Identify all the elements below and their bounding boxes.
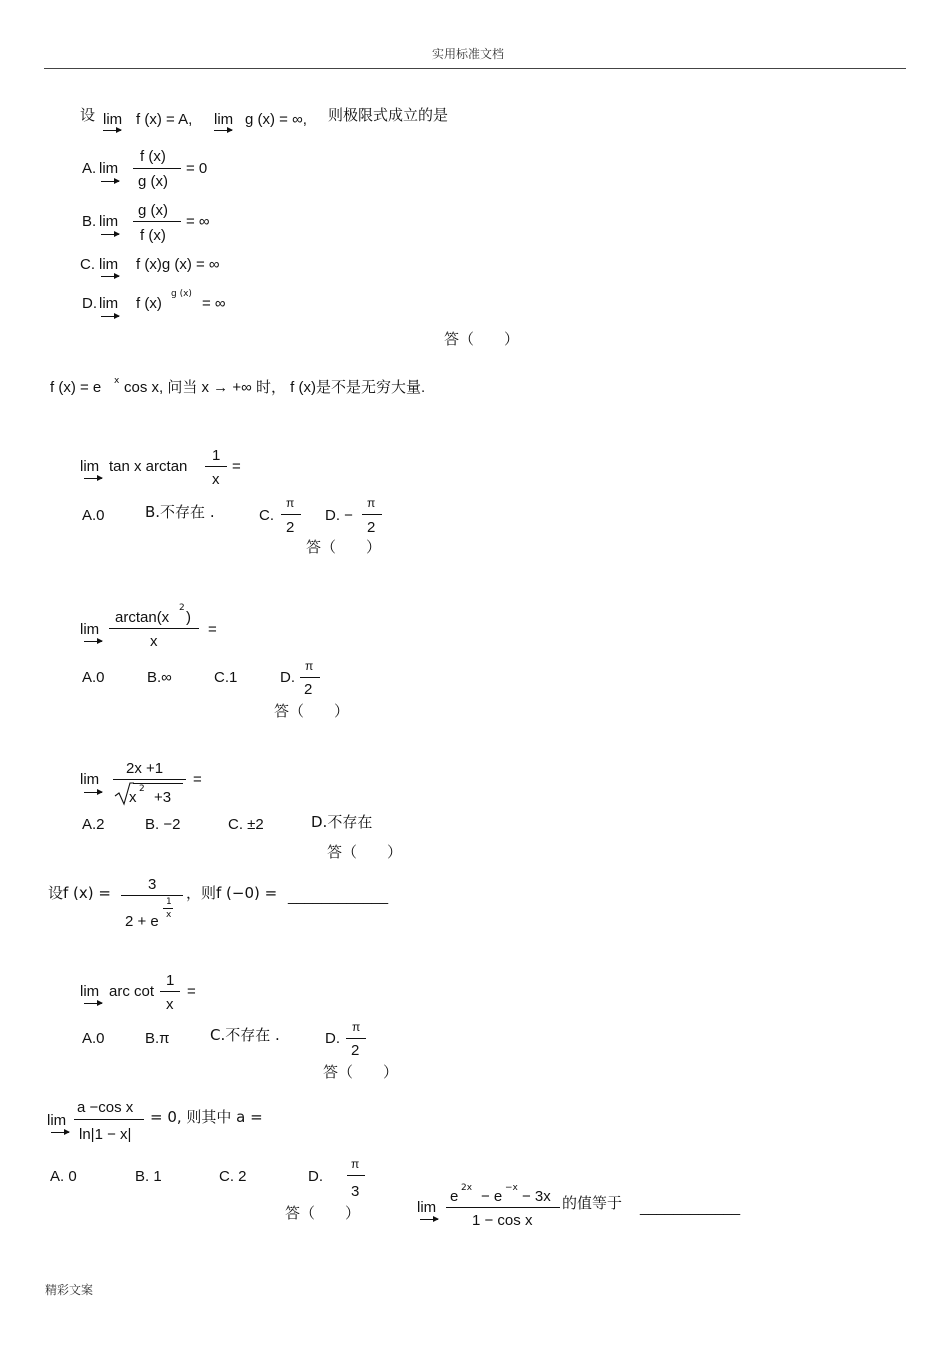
- q7-answer: 答（ ）: [323, 1063, 399, 1081]
- q5-opt-c: C. ±2: [228, 816, 264, 833]
- q5-bar: [113, 779, 186, 780]
- q4-opt-c: C.1: [214, 669, 238, 686]
- q1-part-a: f (x) = A,: [136, 111, 193, 128]
- q3-opt-d-den: 2: [367, 519, 376, 536]
- q3-opt-c-num: π: [286, 496, 295, 510]
- q1-opt-b-arrow: [101, 234, 119, 235]
- q1-opt-a-arrow: [101, 181, 119, 182]
- q7-opt-d-num: π: [352, 1020, 361, 1034]
- q1-answer: 答（ ）: [444, 330, 520, 348]
- q2-mid: cos x, 问当 x → +∞ 时， f (x)是不是无穷大量.: [124, 379, 426, 396]
- q3-lim: lim: [80, 458, 100, 475]
- q3-opt-b: B.不存在 .: [145, 503, 215, 521]
- q7-opt-c: C.不存在 .: [210, 1026, 280, 1044]
- q9-den: 1 − cos x: [472, 1212, 533, 1229]
- q1-opt-d-label: D.: [82, 295, 97, 312]
- q6-exp-den: x: [166, 910, 172, 920]
- q7-den: x: [166, 996, 174, 1013]
- q8-suffix: = 0, 则其中 a =: [150, 1108, 263, 1126]
- q4-opt-d-bar: [300, 677, 320, 678]
- q8-bar: [74, 1119, 144, 1120]
- q1-lim-b: lim: [214, 111, 234, 128]
- q3-opt-c: C.: [259, 507, 274, 524]
- q6-exp-bar: [163, 908, 173, 909]
- q9-bar: [446, 1207, 560, 1208]
- q1-opt-b-num: g (x): [138, 202, 168, 219]
- q3-eq: =: [232, 458, 241, 475]
- q4-num-sup: 2: [179, 603, 185, 613]
- q5-eq: =: [193, 771, 202, 788]
- q4-bar: [109, 628, 199, 629]
- q8-opt-d-bar: [347, 1175, 365, 1176]
- q9-num-sup1: 2x: [461, 1183, 473, 1193]
- q3-bar: [205, 466, 227, 467]
- q3-opt-a: A.0: [82, 507, 105, 524]
- q7-opt-d-bar: [346, 1038, 366, 1039]
- q2-lhs: f (x) = e: [50, 379, 102, 396]
- q5-den-tail: +3: [154, 789, 172, 806]
- q1-part-b: g (x) = ∞,: [245, 111, 307, 128]
- q3-num: 1: [212, 447, 221, 464]
- q8-opt-b: B. 1: [135, 1168, 162, 1185]
- q4-opt-d-num: π: [305, 659, 314, 673]
- q1-opt-a-num: f (x): [140, 148, 166, 165]
- q4-arrow: [84, 641, 102, 642]
- q4-lim: lim: [80, 621, 100, 638]
- q9-lim: lim: [417, 1199, 437, 1216]
- q8-opt-d-den: 3: [351, 1183, 360, 1200]
- q1-opt-d-eq: = ∞: [202, 295, 226, 312]
- q4-num-close: ): [186, 609, 191, 626]
- header-rule: [44, 68, 906, 69]
- q4-opt-a: A.0: [82, 669, 105, 686]
- q1-opt-c-expr: f (x)g (x) = ∞: [136, 256, 220, 273]
- q6-bar: [121, 895, 183, 896]
- q3-opt-c-bar: [281, 514, 301, 515]
- q1-opt-d-arrow: [101, 316, 119, 317]
- q3-opt-d: D. −: [325, 507, 353, 524]
- q1-opt-c-lim: lim: [99, 256, 119, 273]
- q1-opt-d-base: f (x): [136, 295, 162, 312]
- q9-num-sup2: −x: [505, 1183, 518, 1193]
- q1-opt-b-eq: = ∞: [186, 213, 210, 230]
- q6-exp-num: 1: [166, 897, 172, 907]
- q5-num: 2x +1: [126, 760, 164, 777]
- q9-blank: ____________: [640, 1199, 741, 1216]
- q8-arrow: [51, 1132, 69, 1133]
- q9-suffix: 的值等于: [562, 1194, 623, 1212]
- q5-den-sup: 2: [139, 784, 145, 794]
- q4-opt-d: D.: [280, 669, 295, 686]
- q7-eq: =: [187, 983, 196, 1000]
- q9-num-mid: − e: [481, 1188, 503, 1205]
- q1-arrow-a: [103, 130, 121, 131]
- q7-bar: [160, 991, 180, 992]
- q4-answer: 答（ ）: [274, 702, 350, 720]
- q1-opt-b-lim: lim: [99, 213, 119, 230]
- q1-opt-b-den: f (x): [140, 227, 166, 244]
- q1-opt-d-sup: g (x): [171, 289, 192, 299]
- q8-den: ln|1 − x|: [79, 1126, 132, 1143]
- q4-opt-d-den: 2: [304, 681, 313, 698]
- q8-opt-d: D.: [308, 1168, 323, 1185]
- q1-suffix: 则极限式成立的是: [328, 106, 449, 124]
- q6-blank: ____________: [288, 888, 389, 905]
- q4-num: arctan(x: [115, 609, 170, 626]
- q5-den: x: [129, 789, 137, 806]
- page-footer: 精彩文案: [45, 1283, 94, 1297]
- q5-arrow: [84, 792, 102, 793]
- q3-opt-d-num: π: [367, 496, 376, 510]
- q7-num: 1: [166, 972, 175, 989]
- q8-opt-d-num: π: [351, 1157, 360, 1171]
- q9-arrow: [420, 1219, 438, 1220]
- q6-suffix: ，则f (−0) =: [186, 884, 278, 902]
- q9-num-tail: − 3x: [522, 1188, 551, 1205]
- q6-num: 3: [148, 876, 157, 893]
- q5-lim: lim: [80, 771, 100, 788]
- q4-eq: =: [208, 621, 217, 638]
- q1-opt-a-lim: lim: [99, 160, 119, 177]
- q5-opt-d: D.不存在: [311, 813, 373, 831]
- q2-sup: x: [114, 376, 120, 386]
- q1-prefix: 设: [80, 106, 96, 124]
- q1-opt-c-arrow: [101, 276, 119, 277]
- q5-opt-b: B. −2: [145, 816, 181, 833]
- page-header: 实用标准文档: [432, 47, 505, 61]
- q8-opt-a: A. 0: [50, 1168, 77, 1185]
- q3-arrow: [84, 478, 102, 479]
- q7-opt-b: B.π: [145, 1030, 170, 1047]
- q6-den: 2 + e: [125, 913, 159, 930]
- q1-opt-c-label: C.: [80, 256, 95, 273]
- q7-arrow: [84, 1003, 102, 1004]
- q5-answer: 答（ ）: [327, 843, 403, 861]
- q1-opt-a-label: A.: [82, 160, 97, 177]
- q1-opt-d-lim: lim: [99, 295, 119, 312]
- q3-answer: 答（ ）: [306, 538, 382, 556]
- q7-opt-a: A.0: [82, 1030, 105, 1047]
- q9-num: e: [450, 1188, 459, 1205]
- q1-opt-b-bar: [133, 221, 181, 222]
- q8-lim: lim: [47, 1112, 67, 1129]
- q1-opt-a-eq: = 0: [186, 160, 208, 177]
- q1-opt-b-label: B.: [82, 213, 97, 230]
- q8-answer: 答（ ）: [285, 1204, 361, 1222]
- q6-prefix: 设f (x) =: [48, 884, 111, 902]
- q8-num: a −cos x: [77, 1099, 134, 1116]
- q7-lim: lim: [80, 983, 100, 1000]
- q1-arrow-b: [214, 130, 232, 131]
- q3-den: x: [212, 471, 220, 488]
- q1-lim-a: lim: [103, 111, 123, 128]
- q1-opt-a-bar: [133, 168, 181, 169]
- q3-opt-c-den: 2: [286, 519, 295, 536]
- q8-opt-c: C. 2: [219, 1168, 247, 1185]
- q7-opt-d-den: 2: [351, 1042, 360, 1059]
- q4-opt-b: B.∞: [147, 669, 172, 686]
- q1-opt-a-den: g (x): [138, 173, 168, 190]
- q3-expr: tan x arctan: [109, 458, 188, 475]
- q3-opt-d-bar: [362, 514, 382, 515]
- q4-den: x: [150, 633, 158, 650]
- q7-expr: arc cot: [109, 983, 155, 1000]
- q5-opt-a: A.2: [82, 816, 105, 833]
- q7-opt-d: D.: [325, 1030, 340, 1047]
